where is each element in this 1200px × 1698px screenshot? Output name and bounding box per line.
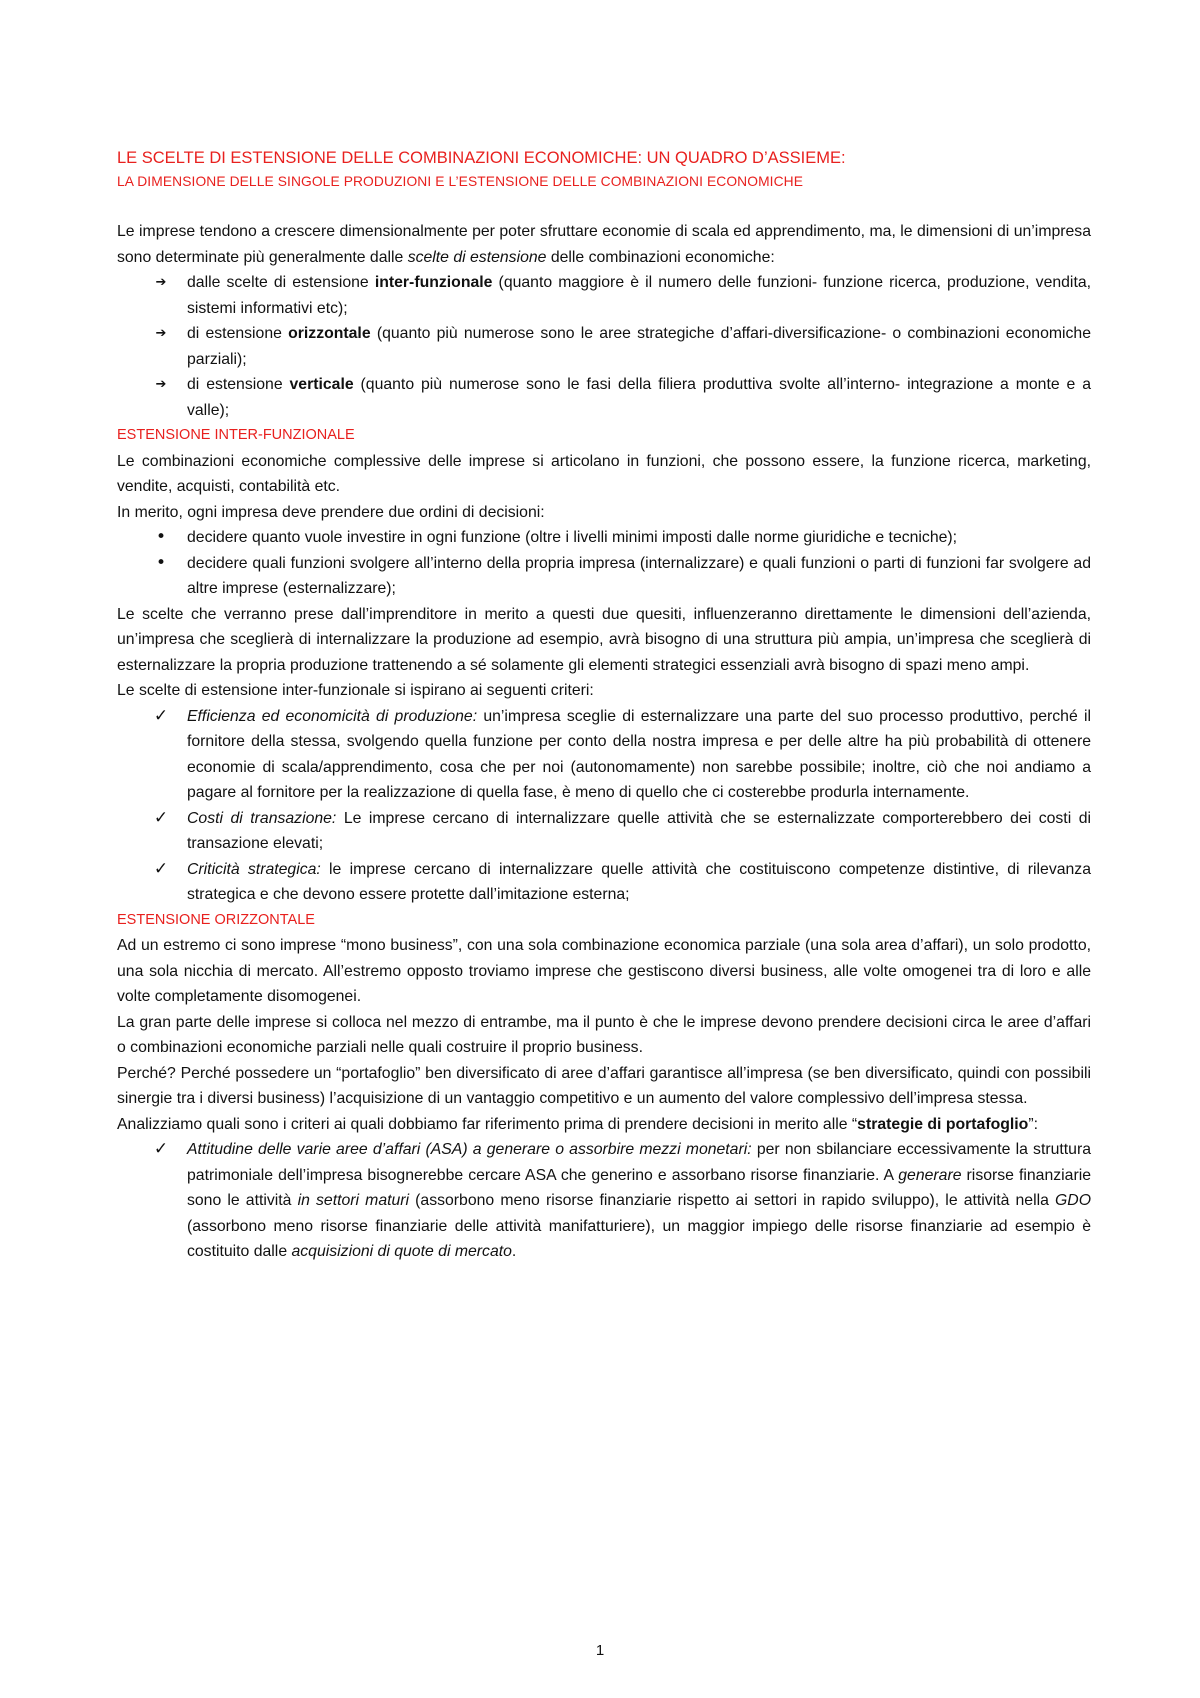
page-title: LE SCELTE DI ESTENSIONE DELLE COMBINAZIONI ECONOMICHE: UN QUADRO D’ASSIEME: <box>117 149 846 167</box>
page-number: 1 <box>595 1642 605 1659</box>
portfolio-criteria-list <box>117 1137 1091 1265</box>
extension-list <box>117 270 1091 423</box>
checkmark-icon: ✓ <box>153 1139 169 1159</box>
paragraph: Ad un estremo ci sono imprese “mono business”, con una sola combinazione economica parziale (una sola area d’affari), un solo prodotto, una sola nicchia di mercato. All’estremo opposto troviamo imprese che gestiscono diversi business, alle volte omogenei tra di loro e alle volte completamente disomogenei. <box>117 937 1091 1005</box>
checkmark-icon: ✓ <box>153 807 169 828</box>
list-item: ➔ di estensione orizzontale (quanto più numerose sono le aree strategiche d’affari-diversificazione- o combinazioni economiche parziali); <box>117 321 1091 372</box>
list-item: ✓ Costi di transazione: Le imprese cercano di internalizzare quelle attività che se esternalizzate comporterebbero dei costi di transazione elevati; <box>117 806 1091 857</box>
bullet-icon: • <box>155 527 167 547</box>
checkmark-icon: ✓ <box>153 705 169 726</box>
section-heading-interfunzionale: ESTENSIONE INTER-FUNZIONALE <box>117 427 355 443</box>
paragraph: In merito, ogni impresa deve prendere due ordini di decisioni: <box>117 503 545 521</box>
list-item: • decidere quali funzioni svolgere all’interno della propria impresa (internalizzare) e quali funzioni o parti di funzioni far svolgere ad altre imprese (esternalizzare); <box>117 551 1091 602</box>
list-item: • decidere quanto vuole investire in ogni funzione (oltre i livelli minimi imposti dalle norme giuridiche e tecniche); <box>117 525 1091 551</box>
list-item: ✓ Criticità strategica: le imprese cercano di internalizzare quelle attività che costituiscono competenze distintive, di rilevanza strategica e che devono essere protette dall’imitazione esterna; <box>117 857 1091 908</box>
arrow-right-icon: ➔ <box>155 275 167 290</box>
checkmark-icon: ✓ <box>153 858 169 879</box>
arrow-right-icon: ➔ <box>155 377 167 392</box>
paragraph: Perché? Perché possedere un “portafoglio” ben diversificato di aree d’affari garantisce all’impresa (se ben diversificato, quindi con possibili sinergie tra i diversi business) l’acquisizione di un vantaggio competitivo e un aumento del valore complessivo dell’impresa stessa. <box>117 1064 1091 1107</box>
page-subtitle: LA DIMENSIONE DELLE SINGOLE PRODUZIONI E L’ESTENSIONE DELLE COMBINAZIONI ECONOMICHE <box>117 174 804 189</box>
list-item: ➔ di estensione verticale (quanto più numerose sono le fasi della filiera produttiva svolte all’interno- integrazione a monte e a valle); <box>117 372 1091 423</box>
arrow-right-icon: ➔ <box>155 326 167 341</box>
intro-paragraph: Le imprese tendono a crescere dimensionalmente per poter sfruttare economie di scala ed apprendimento, ma, le dimensioni di un’impresa sono determinate più generalmente dalle scelte di estensione delle combinazioni economiche: <box>117 223 1091 266</box>
paragraph: Analizziamo quali sono i criteri ai quali dobbiamo far riferimento prima di prendere decisioni in merito alle “strategie di portafoglio”: <box>117 1115 1038 1133</box>
bullet-icon: • <box>155 552 167 573</box>
list-item: ➔ dalle scelte di estensione inter-funzionale (quanto maggiore è il numero delle funzioni- funzione ricerca, produzione, vendita, sistemi informativi etc); <box>117 270 1091 321</box>
paragraph: La gran parte delle imprese si colloca nel mezzo di entrambe, ma il punto è che le imprese devono prendere decisioni circa le aree d’affari o combinazioni economiche parziali nelle quali costruire il proprio business. <box>117 1013 1091 1056</box>
section-heading-orizzontale: ESTENSIONE ORIZZONTALE <box>117 911 315 928</box>
decision-list <box>117 525 1091 602</box>
paragraph: Le combinazioni economiche complessive delle imprese si articolano in funzioni, che possono essere, la funzione ricerca, marketing, vendite, acquisti, contabilità etc. <box>117 452 1091 495</box>
paragraph: Le scelte che verranno prese dall’imprenditore in merito a questi due quesiti, influenzeranno direttamente le dimensioni dell’azienda, un’impresa che sceglierà di internalizzare la produzione ad esempio, avrà bisogno di una struttura più ampia, un’impresa che sceglierà di esternalizzare la propria produzione trattenendo a sé solamente gli elementi strategici essenziali avrà bisogno di spazi meno ampi. <box>117 605 1091 674</box>
criteria-list <box>117 704 1091 908</box>
intro-emphasis: scelte di estensione <box>407 248 547 266</box>
paragraph: Le scelte di estensione inter-funzionale si ispirano ai seguenti criteri: <box>117 682 594 699</box>
list-item: ✓ Efficienza ed economicità di produzione: un’impresa sceglie di esternalizzare una parte del suo processo produttivo, perché il fornitore della stessa, svolgendo quella funzione per conto della nostra impresa e per delle altre ha più probabilità di ottenere economie di scala/apprendimento, cosa che per noi (autonomamente) non sarebbe possibile; inoltre, ciò che noi andiamo a pagare al fornitore per la realizzazione di quella fase, è meno di quello che ci costerebbe produrla internamente. <box>117 704 1091 806</box>
list-item: ✓ Attitudine delle varie aree d’affari (ASA) a generare o assorbire mezzi monetari: per non sbilanciare eccessivamente la struttura patrimoniale dell’impresa bisognerebbe cercare ASA che generino e assorbano risorse finanziarie. A generare risorse finanziarie sono le attività in settori maturi (assorbono meno risorse finanziarie rispetto ai settori in rapido sviluppo), le attività nella GDO (assorbono meno risorse finanziarie delle attività manifatturiere), un maggior impiego delle risorse finanziarie ad esempio è costituito dalle acquisizioni di quote di mercato. <box>117 1137 1091 1265</box>
